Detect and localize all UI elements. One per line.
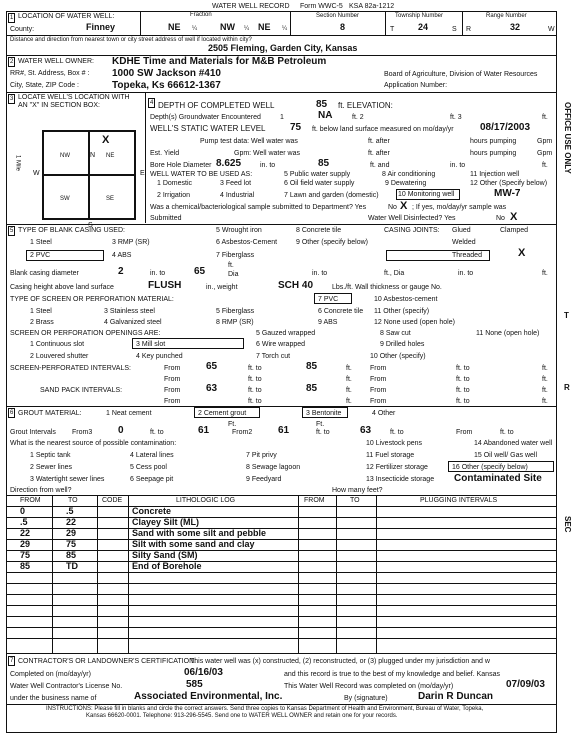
compass-s: S (88, 222, 93, 229)
casing-wrought: 5 Wrought iron (216, 227, 262, 234)
grout-from-label: From (456, 429, 473, 436)
section-number: 8 (340, 22, 346, 32)
static-tail: ft. below land surface measured on mo/day/yr (312, 126, 454, 133)
opening-torch: 7 Torch cut (256, 353, 291, 360)
depth-value: 85 (316, 99, 328, 110)
fraction-label: Fraction (190, 12, 212, 18)
opening-other: 10 Other (specify) (370, 353, 426, 360)
township-s: S (452, 26, 457, 33)
section-4-number: 4 (150, 100, 154, 106)
yield-after: ft. after (368, 150, 390, 157)
grout-neat: 1 Neat cement (106, 410, 152, 417)
casing-concrete: 8 Concrete tile (296, 227, 342, 234)
log-row-1-desc: Concrete (132, 506, 172, 516)
groundwater-1: 1 (280, 114, 284, 121)
quadrant-sw: SW (60, 196, 70, 202)
groundwater-value: NA (318, 110, 333, 121)
sp-ft-to: ft. to (248, 365, 262, 372)
joints-clamped: Clamped (500, 227, 529, 234)
opening-louvered: 2 Louvered shutter (30, 353, 89, 360)
chem-tail: ; If yes, mo/day/yr sample was (412, 204, 507, 211)
location-x-mark: X (102, 134, 110, 146)
grout-from2: From2 (232, 429, 253, 436)
joints-glued: Glued (452, 227, 471, 234)
diameter-in-to-3: in. to (458, 270, 474, 277)
fraction-2: NW (220, 22, 235, 32)
disinfected-no-mark: X (510, 211, 518, 223)
use-monitoring: 10 Monitoring well (398, 191, 455, 198)
use-oilfield: 6 Oil field water supply (284, 180, 355, 187)
use-injection: 11 Injection well (470, 171, 520, 178)
casing-abs: 4 ABS (112, 252, 132, 259)
grout-to2-value: 63 (360, 425, 372, 436)
weight-value: SCH 40 (278, 280, 314, 291)
county-value: Finney (86, 22, 116, 32)
fraction-3: NE (258, 22, 271, 32)
contam-other-value: Contaminated Site (454, 473, 542, 484)
elevation-label: ft. ELEVATION: (338, 101, 393, 110)
screen-fiberglass: 5 Fiberglass (216, 308, 255, 315)
sand-from-value: 63 (206, 383, 218, 394)
range-w: W (548, 26, 555, 33)
screen-galvanized: 4 Galvanized steel (104, 319, 162, 326)
casing-rmp: 3 RMP (SR) (112, 239, 150, 246)
use-industrial: 4 Industrial (220, 192, 255, 199)
sand-from-label: From (164, 387, 181, 394)
grout-ft: Ft. (228, 421, 237, 428)
diameter-ft-dia: ft., Dia (384, 270, 405, 277)
log-row-4-desc: Silt with some sand and clay (132, 539, 255, 549)
log-row-5-to: 85 (66, 550, 77, 560)
quadrant-se: SE (106, 196, 115, 202)
sp-from-label-2: From (370, 365, 387, 372)
sp-ft-to-4: ft. to (456, 376, 470, 383)
fraction-1: NE (168, 22, 181, 32)
owner-value: KDHE Time and Materials for M&B Petroleum (112, 56, 327, 67)
contam-lagoon: 8 Sewage lagoon (246, 464, 301, 471)
sand-ft-3: ft. (346, 398, 352, 405)
log-header-plugging: PLUGGING INTERVALS (420, 497, 498, 504)
quarter-mark-2: ¼ (244, 26, 250, 32)
contamination-label: What is the nearest source of possible contamination: (10, 440, 177, 447)
grout-ft-2: Ft. (316, 421, 325, 428)
sp-from-label-3: From (164, 376, 181, 383)
log-header-plug-to: TO (350, 497, 360, 504)
completed-value: 06/16/03 (184, 667, 223, 678)
city-value: Topeka, Ks 66612-1367 (112, 80, 221, 91)
business-value: Associated Environmental, Inc. (134, 691, 283, 702)
log-row-2-to: 22 (66, 517, 77, 527)
business-label: under the business name of (10, 695, 97, 702)
diameter-ft: ft. (228, 262, 234, 269)
sp-ft-3: ft. (346, 376, 352, 383)
opening-drilled: 9 Drilled holes (380, 341, 425, 348)
contam-livestock: 10 Livestock pens (366, 440, 423, 447)
use-label: WELL WATER TO BE USED AS: (150, 171, 253, 178)
diameter-dia: Dia (228, 271, 239, 278)
bore-to-value: 85 (318, 158, 330, 169)
screen-stainless: 3 Stainless steel (104, 308, 155, 315)
instructions-text: INSTRUCTIONS: Please fill in blanks and circle the correct answers. Send three copies to Kansas Department of Health and Environment, Bureau of Water, Topeka, (46, 706, 484, 712)
sand-ft-to-4: ft. to (456, 398, 470, 405)
county-label: County: (10, 26, 35, 33)
log-row-2-from: .5 (20, 517, 28, 527)
contam-septic: 1 Septic tank (30, 452, 71, 459)
disinfected-no: No (496, 215, 505, 222)
compass-w: W (33, 170, 40, 177)
distance-label: Distance and direction from nearest town or city street address of well if located within city? (10, 37, 252, 43)
opening-saw-cut: 8 Saw cut (380, 330, 411, 337)
contam-privy: 7 Pit privy (246, 452, 277, 459)
quarter-mark-3: ¼ (282, 26, 288, 32)
grout-to-value: 61 (198, 425, 210, 436)
log-row-4-to: 75 (66, 539, 77, 549)
board-label: Board of Agriculture, Division of Water Resources (384, 71, 538, 78)
sp-ft-4: ft. (542, 376, 548, 383)
yield-label: Est. Yield (150, 150, 180, 157)
contam-other: 16 Other (specify below) (452, 464, 528, 471)
log-row-5-desc: Silty Sand (SM) (132, 550, 198, 560)
log-header-to: TO (68, 497, 78, 504)
bore-ft: ft. (542, 162, 548, 169)
use-other: 12 Other (Specify below) (470, 180, 548, 187)
screen-none: 12 None used (open hole) (374, 319, 455, 326)
sp-from-label-4: From (370, 376, 387, 383)
signature-label: By (signature) (344, 695, 388, 702)
weight-label: in., weight (206, 284, 238, 291)
locate-label-2: AN "X" IN SECTION BOX: (18, 102, 100, 109)
address-value: 1000 SW Jackson #410 (112, 68, 221, 79)
casing-asbestos: 6 Asbestos-Cement (216, 239, 278, 246)
screen-asbestos: 10 Asbestos-cement (374, 296, 438, 303)
use-dewatering: 9 Dewatering (385, 180, 427, 187)
bore-in-to-2: in. to (450, 162, 466, 169)
location-label: LOCATION OF WATER WELL: (18, 13, 115, 20)
static-date: 08/17/2003 (480, 122, 531, 133)
sp-ft-to-2: ft. to (456, 365, 470, 372)
log-row-5-from: 75 (20, 550, 31, 560)
application-label: Application Number: (384, 82, 448, 89)
contam-feedyard: 9 Feedyard (246, 476, 282, 483)
contam-seepage: 6 Seepage pit (130, 476, 174, 483)
screen-brass: 2 Brass (30, 319, 54, 326)
bore-in-to: in. to (260, 162, 276, 169)
groundwater-label: Depth(s) Groundwater Encountered (150, 114, 261, 121)
use-air: 8 Air conditioning (382, 171, 436, 178)
section-6-number: 6 (10, 410, 14, 416)
contam-fertilizer: 12 Fertilizer storage (366, 464, 428, 471)
chem-label: Was a chemical/bacteriological sample submitted to Department? Yes (150, 204, 367, 211)
side-t: T (564, 311, 569, 320)
chem-no: No (388, 204, 397, 211)
bore-and: ft. and (370, 162, 390, 169)
locate-label: LOCATE WELL'S LOCATION WITH (18, 94, 130, 101)
sp-ft-to-3: ft. to (248, 376, 262, 383)
log-row-3-desc: Sand with some silt and pebble (132, 528, 267, 538)
casing-label: TYPE OF BLANK CASING USED: (18, 227, 125, 234)
joints-threaded: Threaded (452, 252, 482, 259)
record-date: 07/09/03 (506, 679, 545, 690)
diameter-in-to: in. to (150, 270, 166, 277)
grout-from2-value: 61 (278, 425, 290, 436)
screen-concrete: 8 RMP (SR) (216, 319, 254, 326)
section-number-label: Section Number (316, 13, 360, 19)
contam-abandoned: 14 Abandoned water well (474, 440, 553, 447)
certification-text: This water well was (x) constructed, (2) reconstructed, or (3) plugged under my jurisdiction and w (190, 658, 490, 665)
grout-from3: From3 (72, 429, 93, 436)
grout-label: GROUT MATERIAL: (18, 410, 82, 417)
opening-none: 11 None (open hole) (476, 330, 540, 337)
log-row-6-from: 85 (20, 561, 31, 571)
height-label: Casing height above land surface (10, 284, 114, 291)
owner-label: WATER WELL OWNER: (18, 58, 94, 65)
lbs-label: Lbs./ft. Wall thickness or gauge No. (332, 284, 442, 291)
sp-ft: ft. (346, 365, 352, 372)
direction-label: Direction from well? (10, 487, 72, 494)
screen-intervals-label: SCREEN-PERFORATED INTERVALS: (10, 365, 131, 372)
side-sec: SEC (562, 516, 572, 533)
pump-after: ft. after (368, 138, 390, 145)
grout-bentonite: 3 Bentonite (306, 410, 342, 417)
log-row-6-desc: End of Borehole (132, 561, 202, 571)
bore-value: 8.625 (216, 158, 242, 169)
section-3-number: 3 (10, 96, 14, 102)
section-1-number: 1 (10, 15, 14, 21)
contam-oil-gas: 15 Oil well/ Gas well (474, 452, 538, 459)
static-label: WELL'S STATIC WATER LEVEL (150, 124, 266, 133)
bore-label: Bore Hole Diameter (150, 162, 212, 169)
screen-rmp: 6 Concrete tile (318, 308, 364, 315)
log-row-3-from: 22 (20, 528, 31, 538)
log-row-4-from: 29 (20, 539, 31, 549)
use-other-value: MW-7 (494, 188, 521, 199)
use-lawn: 7 Lawn and garden (domestic) (284, 192, 379, 199)
contam-watertight: 3 Watertight sewer lines (30, 476, 105, 483)
sand-ft: ft. (346, 387, 352, 394)
casing-fiberglass: 7 Fiberglass (216, 252, 255, 259)
signature-value: Darin R Duncan (418, 691, 494, 702)
groundwater-3: ft. 3 (450, 114, 462, 121)
use-irrigation: 2 Irrigation (157, 192, 191, 199)
city-label: City, State, ZIP Code : (10, 82, 79, 89)
opening-mill-slot: 3 Mill slot (136, 341, 166, 348)
joints-welded: Welded (452, 239, 476, 246)
sand-from-label-2: From (370, 387, 387, 394)
sand-ft-to-3: ft. to (248, 398, 262, 405)
license-label: Water Well Contractor's License No. (10, 683, 123, 690)
sand-label: SAND PACK INTERVALS: (40, 387, 123, 394)
grout-cement: 2 Cement grout (198, 410, 247, 417)
joints-label: CASING JOINTS: (384, 227, 440, 234)
compass-n: N (90, 152, 96, 159)
opening-continuous: 1 Continuous slot (30, 341, 85, 348)
yield-hours: hours pumping (470, 150, 517, 157)
log-row-1-to: .5 (66, 506, 74, 516)
screen-pvc: 7 PVC (318, 296, 339, 303)
sp-to-value: 85 (306, 361, 318, 372)
log-header-lithologic: LITHOLOGIC LOG (176, 497, 236, 504)
contam-insecticide: 13 Insecticide storage (366, 476, 435, 483)
sand-from-label-3: From (164, 398, 181, 405)
grout-ft-to-3: ft. to (390, 429, 404, 436)
height-value: FLUSH (148, 280, 182, 291)
openings-label: SCREEN OR PERFORATION OPENINGS ARE: (10, 330, 161, 337)
sand-ft-2: ft. (542, 387, 548, 394)
how-many-label: How many feet? (332, 487, 383, 494)
opening-key-punched: 4 Key punched (136, 353, 183, 360)
use-feedlot: 3 Feed lot (220, 180, 252, 187)
grout-other: 4 Other (372, 410, 396, 417)
depth-label: DEPTH OF COMPLETED WELL (158, 101, 275, 110)
range-label: Range Number (486, 13, 527, 19)
ksa-ref: KSA 82a-1212 (349, 3, 395, 10)
sand-ft-4: ft. (542, 398, 548, 405)
screen-label: TYPE OF SCREEN OR PERFORATION MATERIAL: (10, 296, 174, 303)
range-r: R (466, 26, 472, 33)
contam-cesspool: 5 Cess pool (130, 464, 167, 471)
threaded-mark: X (518, 247, 526, 259)
sand-ft-to-2: ft. to (456, 387, 470, 394)
license-value: 585 (186, 679, 203, 690)
distance-value: 2505 Fleming, Garden City, Kansas (208, 43, 358, 53)
log-header-plug-from: FROM (304, 497, 325, 504)
submitted-label: Submitted (150, 215, 182, 222)
grout-ft-to-4: ft. to (500, 429, 514, 436)
section-2-number: 2 (10, 59, 14, 65)
section-5-number: 5 (10, 228, 14, 234)
grout-ft-to-2: ft. to (316, 429, 330, 436)
address-label: RR#, St. Address, Box # : (10, 70, 90, 77)
instructions-text-2: Kansas 66620-0001. Telephone: 913-296-5545. Send one to WATER WELL OWNER and retain one for your records. (86, 713, 398, 719)
use-public: 5 Public water supply (284, 171, 351, 178)
township-label: Township Number (395, 13, 444, 19)
yield-mid: Gpm: Well water was (234, 150, 300, 157)
diameter-in-to-2: in. to (312, 270, 328, 277)
static-value: 75 (290, 122, 302, 133)
contam-lateral: 4 Lateral lines (130, 452, 174, 459)
screen-steel: 1 Steel (30, 308, 52, 315)
pump-label: Pump test data: Well water was (200, 138, 298, 145)
grout-from-value: 0 (118, 425, 124, 436)
diameter-value: 2 (118, 266, 124, 277)
sp-from-value: 65 (206, 361, 218, 372)
diameter-ft-end: ft. (542, 270, 548, 277)
diameter-to-value: 65 (194, 266, 206, 277)
pump-gpm: Gpm (537, 138, 553, 145)
range-number: 32 (510, 22, 521, 32)
contam-fuel: 11 Fuel storage (366, 452, 415, 459)
casing-steel: 1 Steel (30, 239, 52, 246)
township-t: T (390, 26, 395, 33)
form-number: Form WWC-5 (300, 3, 343, 10)
pump-hours: hours pumping (470, 138, 517, 145)
log-header-from: FROM (20, 497, 41, 504)
form-title: WATER WELL RECORD (212, 3, 290, 10)
casing-pvc: 2 PVC (30, 252, 51, 259)
yield-gpm: Gpm (537, 150, 553, 157)
disinfected-label: Water Well Disinfected? Yes (368, 215, 456, 222)
sand-ft-to: ft. to (248, 387, 262, 394)
groundwater-ft: ft. (542, 114, 548, 121)
mile-label: 1 Mile (14, 155, 21, 172)
log-row-2-desc: Clayey Silt (ML) (132, 517, 200, 527)
office-use-label: OFFICE USE ONLY (562, 102, 572, 174)
township-number: 24 (418, 22, 429, 32)
opening-wire: 6 Wire wrapped (256, 341, 306, 348)
completed-tail: and this record is true to the best of my knowledge and belief. Kansas (284, 671, 500, 678)
sp-from-label: From (164, 365, 181, 372)
chem-no-mark: X (400, 200, 408, 212)
diameter-label: Blank casing diameter (10, 270, 79, 277)
compass-e: E (140, 170, 145, 177)
groundwater-2: ft. 2 (352, 114, 364, 121)
casing-other: 9 Other (specify below) (296, 239, 368, 246)
screen-abs: 9 ABS (318, 319, 338, 326)
sp-ft-2: ft. (542, 365, 548, 372)
opening-gauzed: 5 Gauzed wrapped (256, 330, 316, 337)
section-7-number: 7 (10, 658, 14, 664)
completed-label: Completed on (mo/day/yr) (10, 671, 91, 678)
sand-from-label-4: From (370, 398, 387, 405)
log-header-code: CODE (102, 497, 123, 504)
quarter-mark-1: ¼ (192, 26, 198, 32)
certification-label: CONTRACTOR'S OR LANDOWNER'S CERTIFICATION: (18, 658, 197, 665)
quadrant-ne: NE (106, 153, 115, 159)
record-label: This Water Well Record was completed on (mo/day/yr) (284, 683, 454, 690)
screen-other: 11 Other (specify) (374, 308, 430, 315)
log-row-1-from: 0 (20, 506, 26, 516)
use-domestic: 1 Domestic (157, 180, 193, 187)
grout-intervals-label: Grout Intervals (10, 429, 56, 436)
log-row-6-to: TD (66, 561, 78, 571)
grout-ft-to: ft. to (150, 429, 164, 436)
side-r: R (564, 383, 570, 392)
quadrant-nw: NW (60, 153, 70, 159)
sand-to-value: 85 (306, 383, 318, 394)
contam-sewer: 2 Sewer lines (30, 464, 73, 471)
log-row-3-to: 29 (66, 528, 77, 538)
